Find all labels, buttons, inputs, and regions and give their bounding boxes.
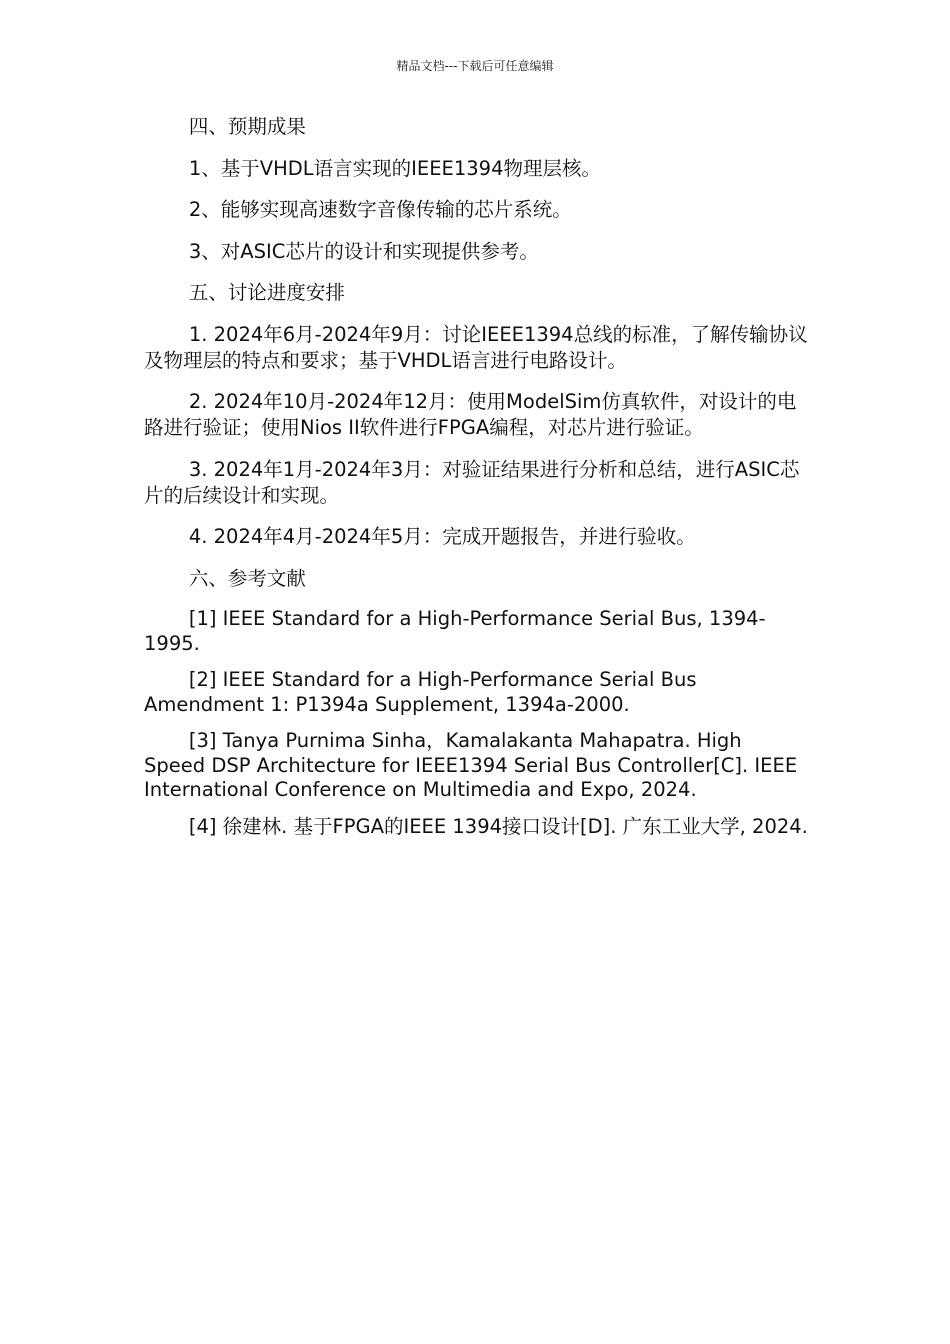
page-header: 精品文档---下载后可任意编辑 <box>396 59 554 73</box>
results-heading: 四、预期成果 <box>188 115 306 138</box>
schedule-heading: 五、讨论进度安排 <box>188 281 345 304</box>
document-body <box>144 114 808 851</box>
reference-item-4: [4] 徐建林. 基于FPGA的IEEE 1394接口设计[D]. 广东工业大学, 2024. <box>188 814 808 838</box>
reference-item-1: [1] IEEE Standard for a High-Performance Serial Bus, 1394-1995. <box>144 607 766 655</box>
references-heading: 六、参考文献 <box>188 566 306 590</box>
reference-item-3: [3] Tanya Purnima Sinha，Kamalakanta Mahapatra. High Speed DSP Architecture for IEEE1394 Serial Bus Controller[C]. IEEE International Conference on Multimedia and Expo, 2024. <box>144 729 798 801</box>
schedule-item-4: 4. 2024年4月-2024年5月：完成开题报告，并进行验收。 <box>188 525 696 548</box>
reference-item-2: [2] IEEE Standard for a High-Performance Serial Bus Amendment 1: P1394a Supplement, 1394a-2000. <box>144 668 697 716</box>
schedule-item-3: 3. 2024年1月-2024年3月：对验证结果进行分析和总结，进行ASIC芯片的后续设计和实现。 <box>144 457 800 507</box>
result-item-2: 2、能够实现高速数字音像传输的芯片系统。 <box>188 198 572 221</box>
result-item-3: 3、对ASIC芯片的设计和实现提供参考。 <box>188 239 539 263</box>
schedule-item-1: 1. 2024年6月-2024年9月：讨论IEEE1394总线的标准，了解传输协议及物理层的特点和要求；基于VHDL语言进行电路设计。 <box>144 322 808 372</box>
schedule-item-2: 2. 2024年10月-2024年12月：使用ModelSim仿真软件，对设计的电路进行验证；使用Nios II软件进行FPGA编程，对芯片进行验证。 <box>144 390 797 439</box>
result-item-1: 1、基于VHDL语言实现的IEEE1394物理层核。 <box>188 156 601 180</box>
